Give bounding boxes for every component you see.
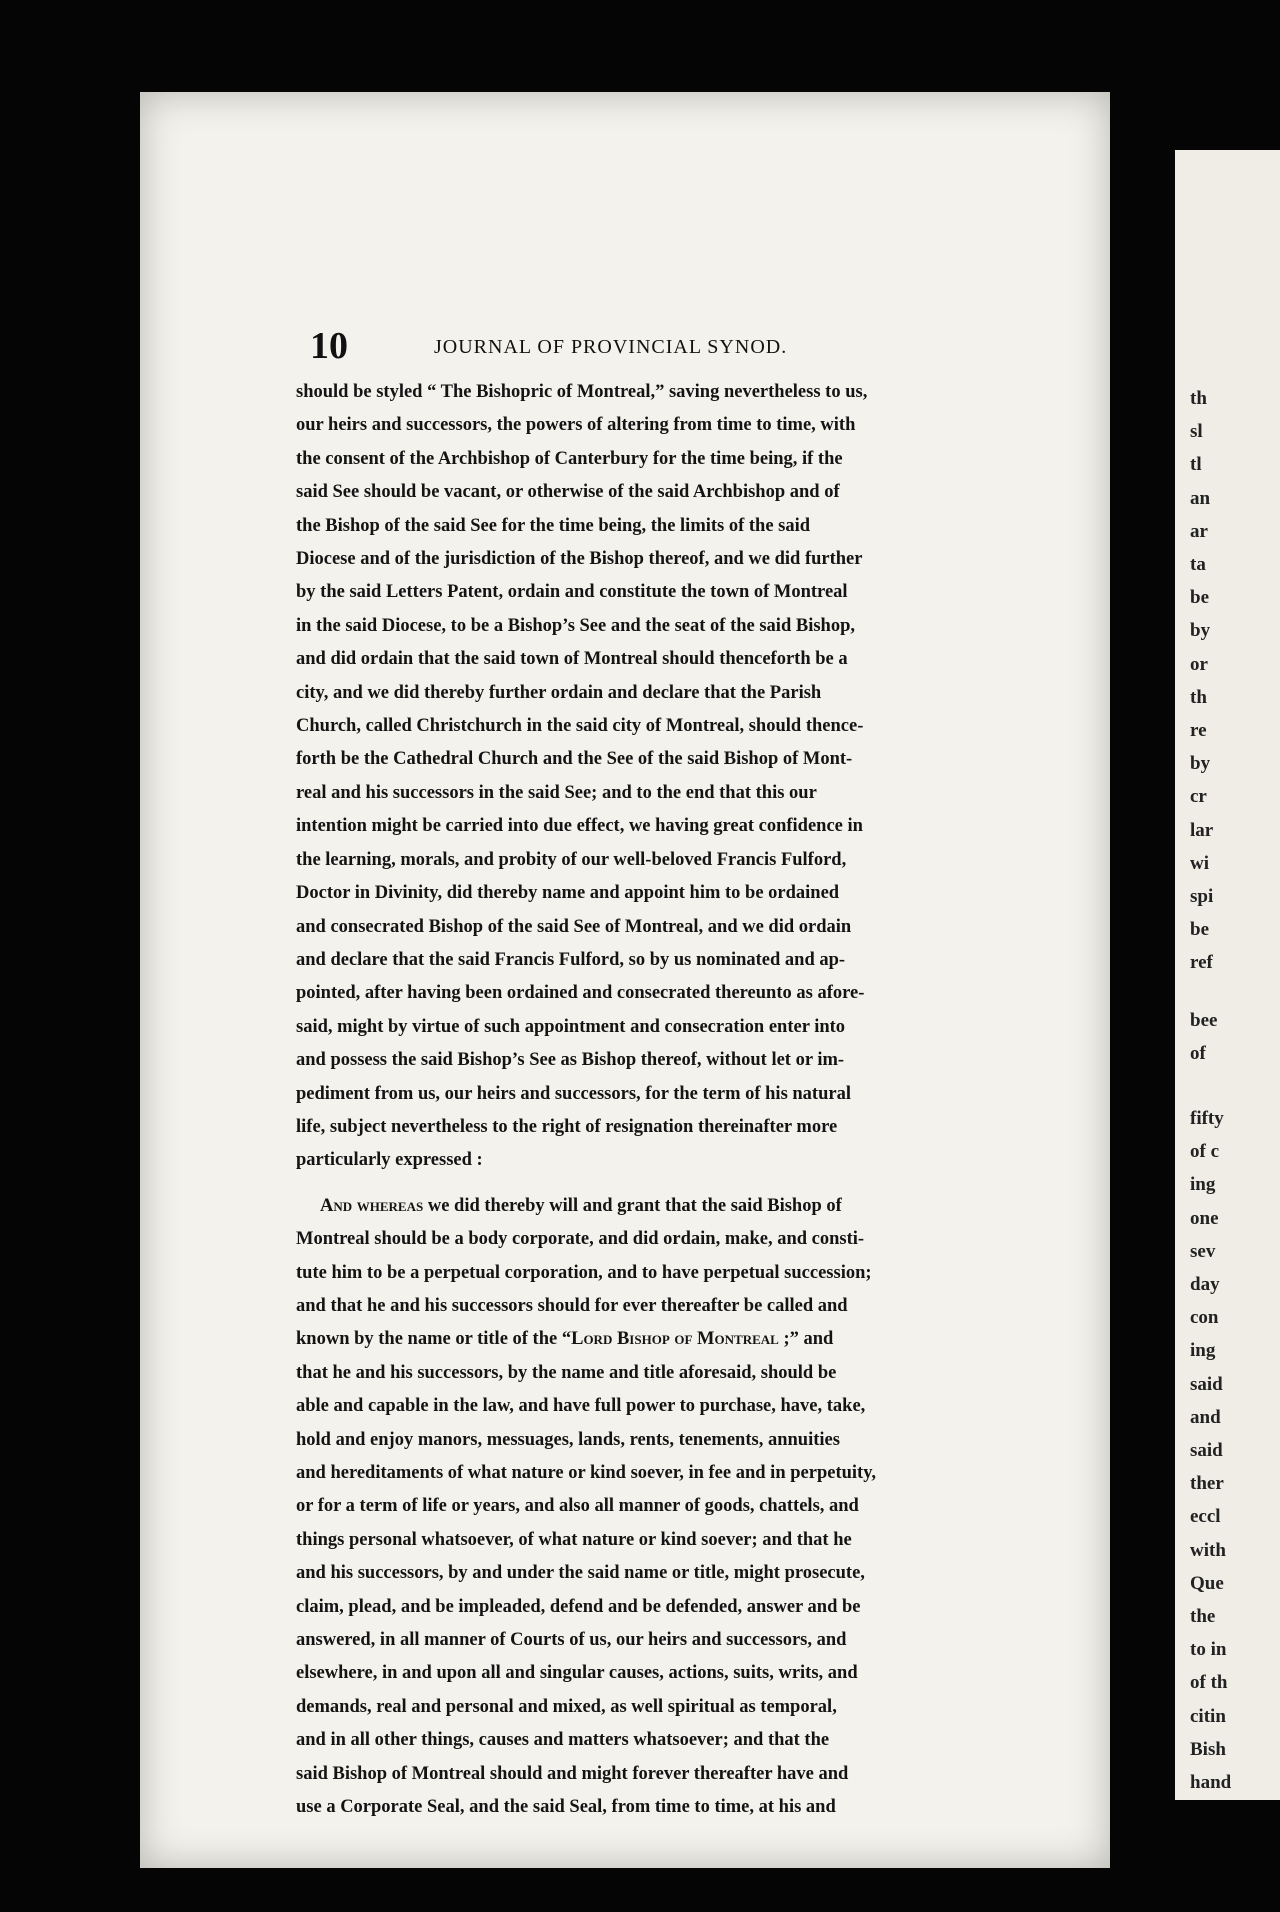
- adjacent-page-fragment: said: [1190, 1373, 1223, 1395]
- adjacent-page-fragment: to in: [1190, 1639, 1227, 1661]
- adjacent-page-fragment: with: [1190, 1539, 1226, 1561]
- text-line: demands, real and personal and mixed, as well spiritual as temporal,: [296, 1696, 837, 1717]
- adjacent-page-fragment: be: [1190, 919, 1209, 941]
- adjacent-page-fragment: of: [1190, 1043, 1206, 1064]
- text-span: we did thereby will and grant that the said Bishop of: [423, 1195, 842, 1216]
- text-line: pointed, after having been ordained and consecrated thereunto as afore-: [296, 983, 865, 1004]
- text-line: city, and we did thereby further ordain and declare that the Parish: [296, 682, 822, 703]
- text-span: known by the name or title of the “: [296, 1329, 572, 1350]
- text-line: Diocese and of the jurisdiction of the Bishop thereof, and we did further: [296, 549, 863, 570]
- text-line: claim, plead, and be impleaded, defend and be defended, answer and be: [296, 1596, 861, 1617]
- text-line: or for a term of life or years, and also all manner of goods, chattels, and: [296, 1496, 859, 1517]
- text-line: Church, called Christchurch in the said city of Montreal, should thence-: [296, 716, 864, 737]
- adjacent-page-fragment: ar: [1190, 520, 1208, 542]
- adjacent-page-fragment: con: [1190, 1307, 1219, 1329]
- adjacent-page-fragment: by: [1190, 753, 1211, 775]
- text-line: intention might be carried into due effect, we having great confidence in: [296, 816, 863, 837]
- paragraph-1: [296, 376, 1002, 1178]
- text-line: real and his successors in the said See; and to the end that this our: [296, 782, 817, 803]
- lead-small-caps: And whereas: [320, 1195, 424, 1216]
- text-line: able and capable in the law, and have full power to purchase, have, take,: [296, 1396, 866, 1417]
- text-line: tute him to be a perpetual corporation, and to have perpetual succession;: [296, 1262, 872, 1283]
- text-line: and possess the said Bishop’s See as Bishop thereof, without let or im-: [296, 1050, 845, 1071]
- adjacent-page-fragment: said: [1190, 1440, 1223, 1461]
- adjacent-page-fragment: ing: [1190, 1340, 1216, 1362]
- text-line: use a Corporate Seal, and the said Seal, from time to time, at his and: [296, 1797, 836, 1818]
- text-line: Montreal should be a body corporate, and did ordain, make, and consti-: [296, 1229, 865, 1250]
- text-line: in the said Diocese, to be a Bishop’s See and the seat of the said Bishop,: [296, 615, 855, 636]
- adjacent-page-fragment: ref: [1190, 952, 1213, 974]
- text-line: and consecrated Bishop of the said See of Montreal, and we did ordain: [296, 916, 852, 937]
- adjacent-page-fragment: th: [1190, 388, 1207, 409]
- adjacent-page-fragment: Que: [1190, 1572, 1224, 1594]
- bishop-title: Lord Bishop of Montreal: [571, 1329, 779, 1350]
- adjacent-page-fragment: and: [1190, 1406, 1221, 1428]
- adjacent-page-fragment: fifty: [1190, 1108, 1224, 1129]
- text-line: the learning, morals, and probity of our well-beloved Francis Fulford,: [296, 849, 847, 870]
- text-line: and his successors, by and under the said name or title, might prosecute,: [296, 1563, 865, 1584]
- text-line: pediment from us, our heirs and successors, for the term of his natural: [296, 1083, 851, 1104]
- adjacent-page-fragment: hand: [1190, 1772, 1232, 1793]
- adjacent-page-fragment: ther: [1190, 1473, 1224, 1495]
- text-line: and that he and his successors should for ever thereafter be called and: [296, 1295, 848, 1316]
- adjacent-page-fragment: or: [1190, 653, 1208, 675]
- text-line: particularly expressed :: [296, 1150, 483, 1171]
- page-number: 10: [310, 325, 348, 367]
- text-line: and hereditaments of what nature or kind soever, in fee and in perpetuity,: [296, 1463, 877, 1483]
- paragraph-2: [296, 1190, 1002, 1825]
- text-line: should be styled “ The Bishopric of Montreal,” saving nevertheless to us,: [296, 382, 868, 402]
- adjacent-page-fragment: wi: [1190, 852, 1209, 874]
- adjacent-page-fragment: by: [1190, 620, 1211, 642]
- text-line: answered, in all manner of Courts of us, our heirs and successors, and: [296, 1630, 847, 1651]
- text-line: said, might by virtue of such appointment and consecration enter into: [296, 1016, 846, 1037]
- adjacent-page-fragment: ta: [1190, 554, 1206, 575]
- text-line: and in all other things, causes and matters whatsoever; and that the: [296, 1730, 830, 1751]
- text-line: by the said Letters Patent, ordain and constitute the town of Montreal: [296, 582, 848, 603]
- adjacent-page-fragment: ing: [1190, 1174, 1216, 1196]
- adjacent-page-fragment: bee: [1190, 1010, 1218, 1031]
- text-line: [296, 1190, 1002, 1223]
- text-line: [296, 1323, 1002, 1356]
- text-line: our heirs and successors, the powers of altering from time to time, with: [296, 415, 856, 436]
- text-line: said Bishop of Montreal should and might forever thereafter have and: [296, 1763, 849, 1784]
- adjacent-page-fragment: of th: [1190, 1672, 1228, 1694]
- adjacent-page-fragment: an: [1190, 487, 1211, 509]
- text-line: and declare that the said Francis Fulford, so by us nominated and ap-: [296, 949, 846, 970]
- adjacent-page-fragment: be: [1190, 587, 1209, 609]
- text-line: that he and his successors, by the name and title aforesaid, should be: [296, 1362, 837, 1383]
- adjacent-page-fragment: sl: [1190, 421, 1203, 443]
- text-line: elsewhere, in and upon all and singular causes, actions, suits, writs, and: [296, 1663, 858, 1684]
- text-line: said See should be vacant, or otherwise of the said Archbishop and of: [296, 482, 840, 503]
- running-title: JOURNAL OF PROVINCIAL SYNOD.: [434, 336, 788, 358]
- adjacent-page-fragment: lar: [1190, 819, 1214, 841]
- text-line: things personal whatsoever, of what nature or kind soever; and that he: [296, 1529, 852, 1550]
- adjacent-page-fragment: the: [1190, 1606, 1216, 1627]
- adjacent-page-fragment: tl: [1190, 454, 1202, 476]
- text-line: hold and enjoy manors, messuages, lands, rents, tenements, annuities: [296, 1429, 840, 1450]
- text-line: the Bishop of the said See for the time being, the limits of the said: [296, 515, 811, 536]
- text-line: forth be the Cathedral Church and the See of the said Bishop of Mont-: [296, 749, 853, 770]
- adjacent-page-fragment: re: [1190, 720, 1207, 741]
- adjacent-page-fragment: th: [1190, 686, 1207, 708]
- text-line: Doctor in Divinity, did thereby name and appoint him to be ordained: [296, 883, 840, 904]
- page-header: [310, 324, 1010, 367]
- text-line: life, subject nevertheless to the right of resignation thereinafter more: [296, 1116, 838, 1137]
- text-line: and did ordain that the said town of Montreal should thenceforth be a: [296, 649, 848, 670]
- adjacent-page-fragment: citin: [1190, 1705, 1226, 1727]
- adjacent-page-fragment: of c: [1190, 1141, 1220, 1163]
- adjacent-page-fragment: cr: [1190, 786, 1207, 808]
- adjacent-page-fragment: spi: [1190, 886, 1214, 907]
- adjacent-page-fragment: Bish: [1190, 1738, 1226, 1760]
- text-span: ;” and: [778, 1329, 834, 1350]
- adjacent-page-fragment: day: [1190, 1274, 1220, 1295]
- adjacent-page-fragment: one: [1190, 1207, 1219, 1229]
- adjacent-page-fragment: eccl: [1190, 1506, 1221, 1528]
- text-line: the consent of the Archbishop of Canterbury for the time being, if the: [296, 448, 843, 469]
- adjacent-page-fragment: sev: [1190, 1240, 1216, 1262]
- body-text: [296, 376, 1002, 1824]
